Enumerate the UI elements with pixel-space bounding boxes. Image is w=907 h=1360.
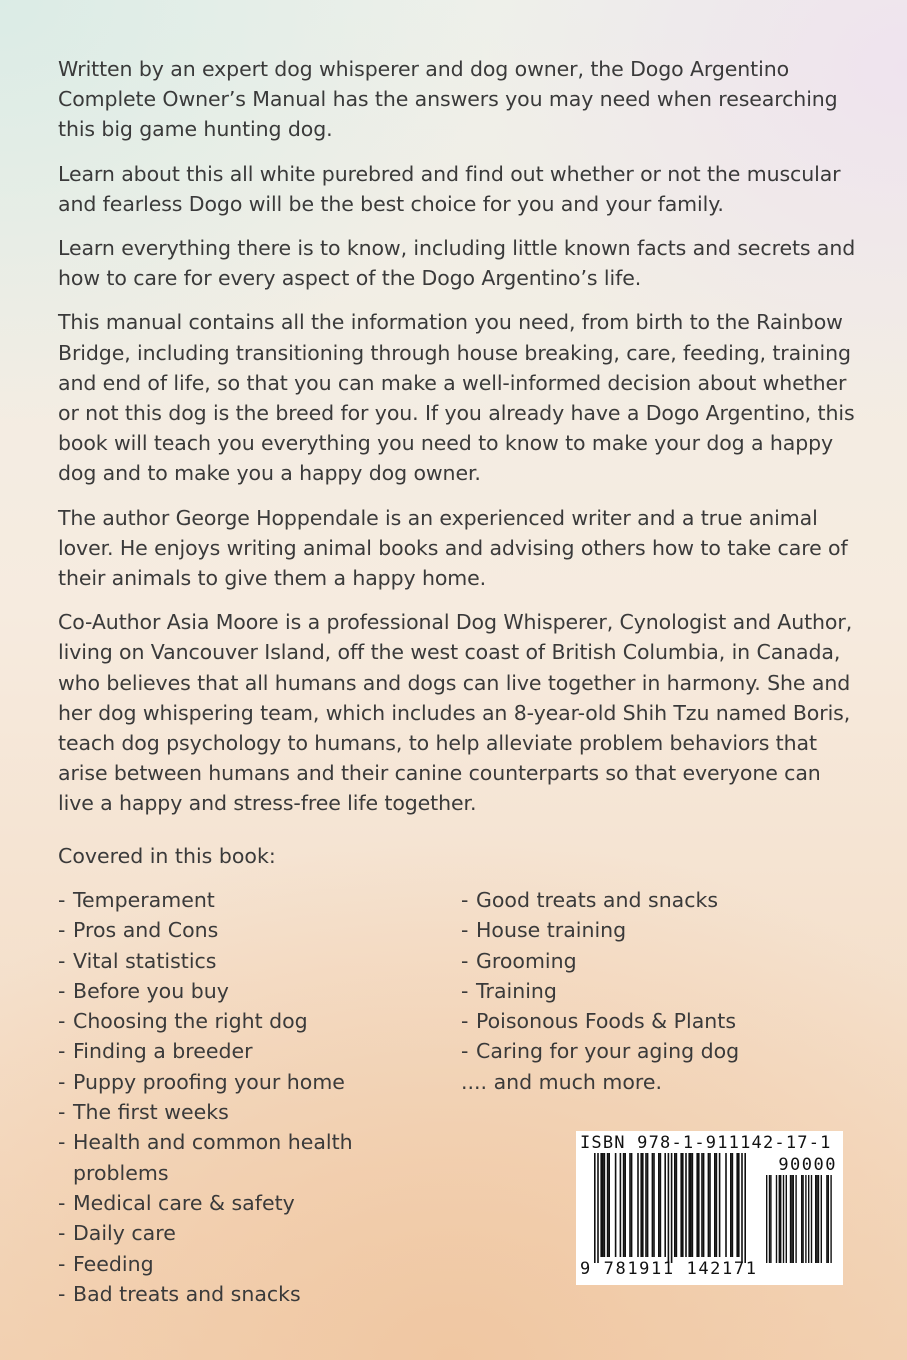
barcode-bar xyxy=(604,1153,606,1257)
list-item: - Caring for your aging dog xyxy=(461,1039,740,1064)
barcode-bar xyxy=(640,1153,642,1257)
barcode-bar xyxy=(690,1153,692,1257)
barcode-bar xyxy=(624,1153,626,1257)
barcode-bar xyxy=(647,1153,649,1257)
barcode-bar xyxy=(719,1153,721,1257)
barcode-bar xyxy=(682,1153,684,1257)
list-item: - The first weeks xyxy=(58,1100,229,1125)
barcode-addon-bar xyxy=(770,1175,771,1263)
barcode-bar xyxy=(692,1153,694,1257)
list-item: - Poisonous Foods & Plants xyxy=(461,1009,737,1034)
list-item: - Finding a breeder xyxy=(58,1039,253,1064)
barcode-addon-bar xyxy=(790,1175,791,1263)
barcode-bar xyxy=(680,1153,682,1257)
paragraph-purebred: Learn about this all white purebred and find out whether or not the muscular and fearless Dogo will be the best choice for you and your family. xyxy=(58,161,841,216)
list-item: - Health and common health problems xyxy=(58,1130,353,1185)
barcode-addon-bar xyxy=(828,1175,829,1263)
barcode-addon-bar xyxy=(826,1175,827,1263)
paragraph-learn: Learn everything there is to know, including little known facts and secrets and how to care for every aspect of the Dogo Argentino’s life. xyxy=(58,236,856,291)
list-item: - Daily care xyxy=(58,1221,176,1246)
barcode-bar xyxy=(671,1153,673,1263)
paragraph-coauthor: Co-Author Asia Moore is a professional Dog Whisperer, Cynologist and Author, living on Vancouver Island, off the west coast of British Columbia, in Canada, who believes that all humans and dogs can live together in harmony. She and her dog whispering team, which includes an 8-year-old Shih Tzu named Boris, teach dog psychology to humans, to help alleviate problem behaviors that arise between humans and their canine counterparts so that everyone can live a happy and stress-free life together. xyxy=(58,610,853,816)
isbn-barcode xyxy=(576,1131,843,1285)
barcode-addon-bar xyxy=(816,1175,817,1263)
barcode-addon-bar xyxy=(791,1175,792,1263)
barcode-addon-bar xyxy=(776,1175,777,1263)
list-item: - Pros and Cons xyxy=(58,918,219,943)
barcode-bar xyxy=(732,1153,734,1257)
barcode-bar xyxy=(637,1153,639,1257)
barcode-bar xyxy=(688,1153,690,1257)
barcode-bar xyxy=(615,1153,617,1257)
barcode-bar xyxy=(703,1153,705,1257)
barcode-addon-bar xyxy=(805,1175,806,1263)
description-text xyxy=(58,54,858,833)
barcode-bar xyxy=(701,1153,703,1257)
barcode-bar xyxy=(594,1153,596,1263)
barcode-addon-bar xyxy=(821,1175,822,1263)
list-item: - Before you buy xyxy=(58,978,229,1003)
barcode-bar xyxy=(664,1153,666,1257)
barcode-bar xyxy=(674,1153,676,1257)
barcode-addon-bar xyxy=(830,1175,831,1263)
list-item: - Vital statistics xyxy=(58,948,217,973)
barcode-bar xyxy=(607,1153,609,1257)
barcode-bar xyxy=(714,1153,716,1257)
barcode-bar xyxy=(708,1153,710,1257)
barcode-addon-bar xyxy=(818,1175,819,1263)
barcode-addon-bar xyxy=(783,1175,784,1263)
paragraph-author: The author George Hoppendale is an experienced writer and a true animal lover. He enjoys writing animal books and advising others how to take care of their animals to give them a happy home. xyxy=(58,505,848,591)
covered-title: Covered in this book: xyxy=(58,844,276,868)
barcode-bar xyxy=(629,1153,631,1257)
barcode-digits: 9 781911 142171 xyxy=(580,1259,758,1279)
barcode-addon-bar xyxy=(808,1175,809,1263)
barcode-addon-bar xyxy=(795,1175,796,1263)
barcode-addon-bar xyxy=(801,1175,802,1263)
barcode-addon-bar xyxy=(769,1175,770,1263)
barcode-addon-bar xyxy=(766,1175,767,1263)
list-item: - Grooming xyxy=(461,948,577,973)
barcode-addon-bar xyxy=(793,1175,794,1263)
list-item-more: .... and much more. xyxy=(461,1069,663,1094)
isbn-label: ISBN 978-1-911142-17-1 xyxy=(580,1133,832,1153)
barcode-bar xyxy=(685,1153,687,1257)
barcode-bar xyxy=(738,1153,740,1257)
barcode-bar xyxy=(652,1153,654,1257)
list-item: - Bad treats and snacks xyxy=(58,1281,301,1306)
list-item: - Medical care & safety xyxy=(58,1190,295,1215)
barcode-addon-bar xyxy=(786,1175,787,1263)
list-item: - Good treats and snacks xyxy=(461,888,719,912)
list-item: - Temperament xyxy=(58,888,215,912)
barcode-bar xyxy=(600,1153,602,1257)
barcode-bar xyxy=(623,1153,625,1257)
barcode-addon-bar xyxy=(779,1175,780,1263)
barcode-bar xyxy=(725,1153,727,1257)
paragraph-intro: Written by an expert dog whisperer and dog owner, the Dogo Argentino Complete Owner’s Manual has the answers you may need when researching this big game hunting dog. xyxy=(58,57,838,142)
covered-list-right xyxy=(461,885,841,1097)
barcode-bar xyxy=(620,1153,622,1257)
barcode-bar xyxy=(645,1153,647,1257)
list-item: - Training xyxy=(461,978,557,1003)
barcode-bar xyxy=(676,1153,678,1257)
barcode-bar xyxy=(660,1153,662,1257)
covered-list-left xyxy=(58,885,398,1309)
barcode-addon: 90000 xyxy=(778,1155,837,1175)
barcode-bar xyxy=(631,1153,633,1257)
barcode-bar xyxy=(642,1153,644,1257)
barcode-bar xyxy=(602,1153,604,1257)
barcode-bar xyxy=(744,1153,746,1263)
barcode-bar xyxy=(696,1153,698,1257)
paragraph-manual: This manual contains all the information you need, from birth to the Rainbow Bridge, including transitioning through house breaking, care, feeding, training and end of life, so that you can make a well-informed decision about whether or not this dog is the breed for you. If you already have a Dogo Argentino, this book will teach you everything you need to know to make your dog a happy dog and to make you a happy dog owner. xyxy=(58,310,855,486)
barcode-bar xyxy=(653,1153,655,1257)
barcode-bar xyxy=(741,1153,743,1263)
barcode-bar xyxy=(730,1153,732,1257)
barcode-addon-bar xyxy=(811,1175,812,1263)
barcode-bar xyxy=(698,1153,700,1257)
barcode-bar xyxy=(716,1153,718,1257)
barcode-addon-bar xyxy=(802,1175,803,1263)
barcode-bar xyxy=(668,1153,670,1263)
barcode-addon-bar xyxy=(780,1175,781,1263)
list-item: - Puppy proofing your home xyxy=(58,1069,345,1094)
list-item: - Feeding xyxy=(58,1251,154,1276)
barcode-bar xyxy=(658,1153,660,1257)
barcode-bar xyxy=(709,1153,711,1257)
list-item: - Choosing the right dog xyxy=(58,1009,308,1034)
list-item: - House training xyxy=(461,918,627,943)
barcode-bar xyxy=(736,1153,738,1257)
barcode-bar xyxy=(608,1153,610,1257)
barcode-addon-bar xyxy=(815,1175,816,1263)
barcode-bar xyxy=(597,1153,599,1263)
